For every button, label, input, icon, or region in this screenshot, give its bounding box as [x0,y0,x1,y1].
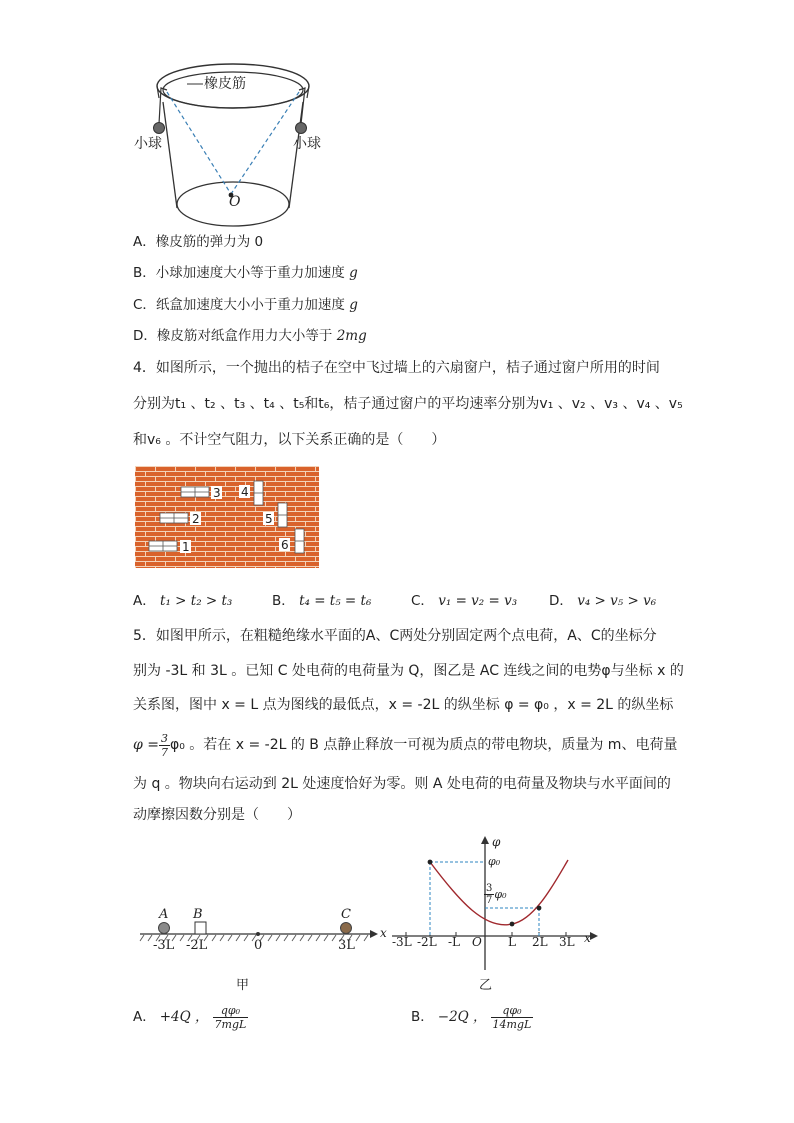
yi-tick-l: L [508,935,516,949]
ball-label-right: 小球 [293,136,321,152]
yi-tick-minus3l: -3L [392,935,412,949]
band-label: 橡皮筋 [204,76,246,92]
brick-wall-figure [135,466,319,568]
q3-option-b[interactable] [133,263,358,283]
charge-c [341,923,352,934]
ball-label-left: 小球 [134,136,162,152]
option-text: 橡皮筋对纸盒作用力大小等于 [156,328,337,344]
option-letter: A． [133,234,156,250]
q3-option-d[interactable] [133,326,367,346]
block-b [195,922,206,934]
option-expr: t₁ > t₂ > t₃ [160,593,233,609]
option-expr: v₄ > v₅ > v₆ [577,593,657,609]
yi-origin-label: O [472,935,482,949]
jia-tick-3l: 3L [338,938,355,953]
jia-x-axis-label: x [380,926,387,940]
option-letter: D． [133,328,157,344]
q4-option-d[interactable] [549,591,656,611]
option-text: 纸盒加速度大小小于重力加速度 [155,297,350,313]
q5-line-4-rest: φ₀ 。若在 x = -2L 的 B 点静止释放一可视为质点的带电物块，质量为 m、电荷量 [169,737,678,753]
label-b: B [193,907,203,922]
yi-x-axis-label: x [584,931,591,945]
fraction-3-7: $\frac{3}{7}$ [160,731,168,759]
option-letter: B． [272,593,295,609]
yi-tick-minus2l: -2L [417,935,437,949]
caption-jia: 甲 [236,978,250,993]
yi-3-7-phi0-label: $\frac{3}{7}$ φ₀ [486,883,507,906]
option-letter: A． [133,1009,156,1025]
option-letter: A． [133,593,156,609]
option-charge: +4Q ， [159,1009,209,1025]
q5-option-b[interactable] [411,1000,533,1034]
option-charge: −2Q ， [437,1009,487,1025]
phi-eq: φ = [133,737,159,753]
window-label-6: 6 [281,538,289,552]
option-expr: v₁ = v₂ = v₃ [438,593,518,609]
window-label-1: 1 [182,540,190,554]
q4-line-2: 分别为t₁ 、t₂ 、t₃ 、t₄ 、t₅和t₆，桔子通过窗户的平均速率分别为v₁ 、v₂ 、v₃ 、v₄ 、v₅ [133,396,683,412]
window-label-5: 5 [265,512,273,526]
jia-tick-zero: 0 [254,938,263,953]
q4-option-a[interactable] [133,591,232,611]
option-letter: B． [411,1009,434,1025]
caption-yi: 乙 [479,978,493,993]
q5-option-a[interactable] [133,1000,248,1034]
q5-line-6: 动摩擦因数分别是（ ） [133,807,301,823]
label-c: C [341,907,351,922]
yi-tick-minusl: -L [448,935,461,949]
q4-option-c[interactable] [411,591,517,611]
q5-line-3: 关系图，图中 x = L 点为图线的最低点，x = -2L 的纵坐标 φ = φ₀ ，x = 2L 的纵坐标 [133,697,674,713]
q4-line-3: 和v₆ 。不计空气阻力，以下关系正确的是（ ） [133,432,446,448]
option-math: g [349,297,358,313]
option-math: 2mg [336,328,367,344]
option-letter: B． [133,265,156,281]
option-letter: C． [133,297,156,313]
yi-tick-3l: 3L [559,935,575,949]
option-expr: t₄ = t₅ = t₆ [299,593,372,609]
q3-option-c[interactable] [133,295,358,315]
q5-line-5: 为 q 。物块向右运动到 2L 处速度恰好为零。则 A 处电荷的电荷量及物块与水平面间的 [133,776,671,792]
q5-line-4 [133,728,677,762]
q5-line-2: 别为 -3L 和 3L 。已知 C 处电荷的电荷量为 Q，图乙是 AC 连线之间的电势φ与坐标 x 的 [133,663,684,679]
q4-option-b[interactable] [272,591,371,611]
point-o-label: O [229,194,241,210]
jia-tick-minus3l: -3L [153,938,175,953]
option-text: 小球加速度大小等于重力加速度 [155,265,350,281]
window-label-4: 4 [241,485,249,499]
option-letter: D． [549,593,573,609]
origin-dot [256,932,260,936]
yi-y-axis-label: φ [492,835,501,849]
option-text: 橡皮筋的弹力为 0 [155,234,264,250]
q5-line-1: 5．如图甲所示，在粗糙绝缘水平面的A、C两处分别固定两个点电荷，A、C的坐标分 [133,628,657,644]
option-fraction: $\frac{\text{qφ₀}}{\text{14mgL}}$ [492,1003,532,1031]
option-fraction: $\frac{\text{qφ₀}}{\text{7mgL}}$ [214,1003,247,1031]
label-a: A [159,907,169,922]
q3-option-a[interactable] [133,232,263,252]
option-letter: C． [411,593,434,609]
option-math: g [349,265,358,281]
q4-line-1: 4．如图所示，一个抛出的桔子在空中飞过墙上的六扇窗户，桔子通过窗户所用的时间 [133,360,660,376]
yi-tick-2l: 2L [532,935,548,949]
window-label-2: 2 [192,512,200,526]
yi-phi0-label: φ₀ [488,855,501,868]
jia-tick-minus2l: -2L [186,938,208,953]
window-label-3: 3 [213,486,221,500]
charge-a [159,923,170,934]
